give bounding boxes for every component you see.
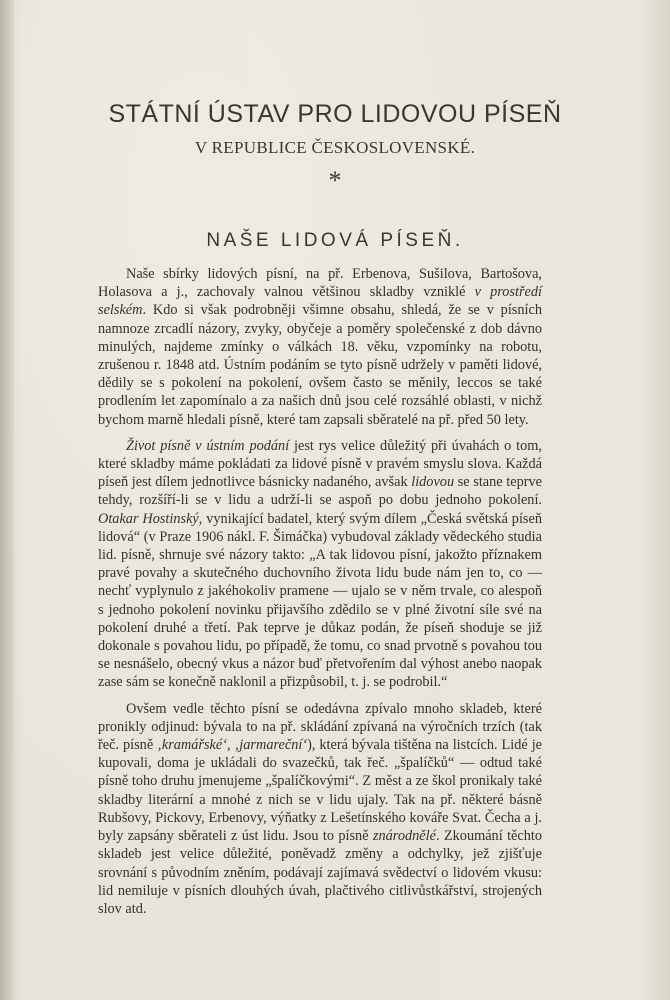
italic-run: Otakar Hostinský,	[98, 510, 203, 527]
section-heading: NAŠE LIDOVÁ PÍSEŇ.	[206, 230, 464, 251]
text-run: . Kdo si však podrobněji všimne obsahu, shledá, že se v písních namnoze zrcadlí názory, zvyky, obyčeje a poměry společenské z dob dávno minulých, najdeme zmínky o válkách 18. věku, vzpomínky na robotu, zrušenou r. 1848 atd. Ústním podáním se tyto písně udržely v paměti lidové, dědily se s pokolení na pokolení, ovšem často se měnily, leccos se také prodlením let zapomínalo a za našich dnů jsou celé rozsáhlé oblasti, v nichž bychom marně hledali písně, které tam zapsali sběratelé na př. před 50 lety.	[98, 302, 542, 428]
asterisk-ornament: *	[328, 166, 342, 195]
text-run: se stane teprve tehdy, rozšíří-li se v lidu a udrží-li se aspoň po dobu jednoho pokolení.	[98, 474, 542, 509]
italic-run: lidovou	[411, 474, 455, 491]
article-body	[98, 265, 542, 926]
text-run: Ovšem vedle těchto písní se odedávna zpívalo mnoho skladeb, které pronikly odjinud: bývala to na př. skládání zpívaná na výročních trzích (tak řeč. písně	[98, 700, 542, 754]
paragraph-1	[98, 265, 542, 429]
text-run: vynikající badatel, který svým dílem „Česká světská píseň lidová“ (v Praze 1906 nákl. F. Šimáčka) vybudoval základy vědeckého studia lid. písně, shrnuje své názory takto: „A tak lidovou písní, jakožto příznakem pravé povahy a skutečného duchovního života lidu bude nám jen to, co — nechť vyplynulo z jakéhokoliv pramene — ujalo se v něm trvale, co alespoň s jednoho pokolení novinku přijavšího zdědilo se v plné životní síle své na pokolení druhé a třetí. Pak teprve je důkaz podán, že píseň shoduje se již dokonale s povahou lidu, po případě, že tomu, co snad prvotně s povahou tou se nesnášelo, obecný vkus a názor buď přetvořením dal výhost anebo naopak zase sám se konečně naklonil a přizpůsobil, t. j. se podrobil.“	[98, 510, 542, 691]
paragraph-3	[98, 700, 542, 918]
italic-run: ‚kramářské‘, ‚jarmareční‘	[157, 737, 308, 754]
italic-run: znárodnělé	[372, 828, 436, 845]
italic-run: Život písně v ústním podání	[126, 437, 290, 454]
text-run: jest rys velice důležitý při úvahách o tom, které skladby máme pokládati za lidové písně v pravém smyslu slova. Každá píseň jest dílem jednotlivce básnicky nadaného, avšak	[98, 437, 542, 491]
italic-run: v prostředí selském	[98, 284, 542, 319]
text-run: ), která bývala tištěna na listcích. Lidé je kupovali, doma je ukládali do svazečků, tak řeč. „špalíčků“ — odtud také písně toho druhu jmenujeme „špalíčkovými“. Z měst a ze škol pronikaly také skladby literární a mnohé z nich se v lidu ujaly. Tak na př. některé básně Rubšovy, Pickovy, Erbenovy, výňatky z Lešetínského kováře Svat. Čecha a j. byly zapsány sběrateli z úst lidu. Jsou to písně	[98, 737, 543, 845]
text-run: . Zkoumání těchto skladeb jest velice důležité, poněvadž změny a odchylky, jež zjišťuje srovnání s původním zněním, podávají zajímavá svědectví o lidovém vkusu: lid nemiluje v písních dlouhých úvah, plačtivého citlivůstkářství, strojených slov atd.	[98, 828, 542, 917]
paragraph-2	[98, 437, 542, 692]
text-run: Naše sbírky lidových písní, na př. Erbenova, Sušilova, Bartošova, Holasova a j., zachovaly valnou většinou skladby vzniklé	[98, 266, 542, 301]
institute-title: STÁTNÍ ÚSTAV PRO LIDOVOU PÍSEŇ	[108, 100, 562, 128]
institute-subtitle: V REPUBLICE ČESKOSLOVENSKÉ.	[194, 138, 476, 157]
